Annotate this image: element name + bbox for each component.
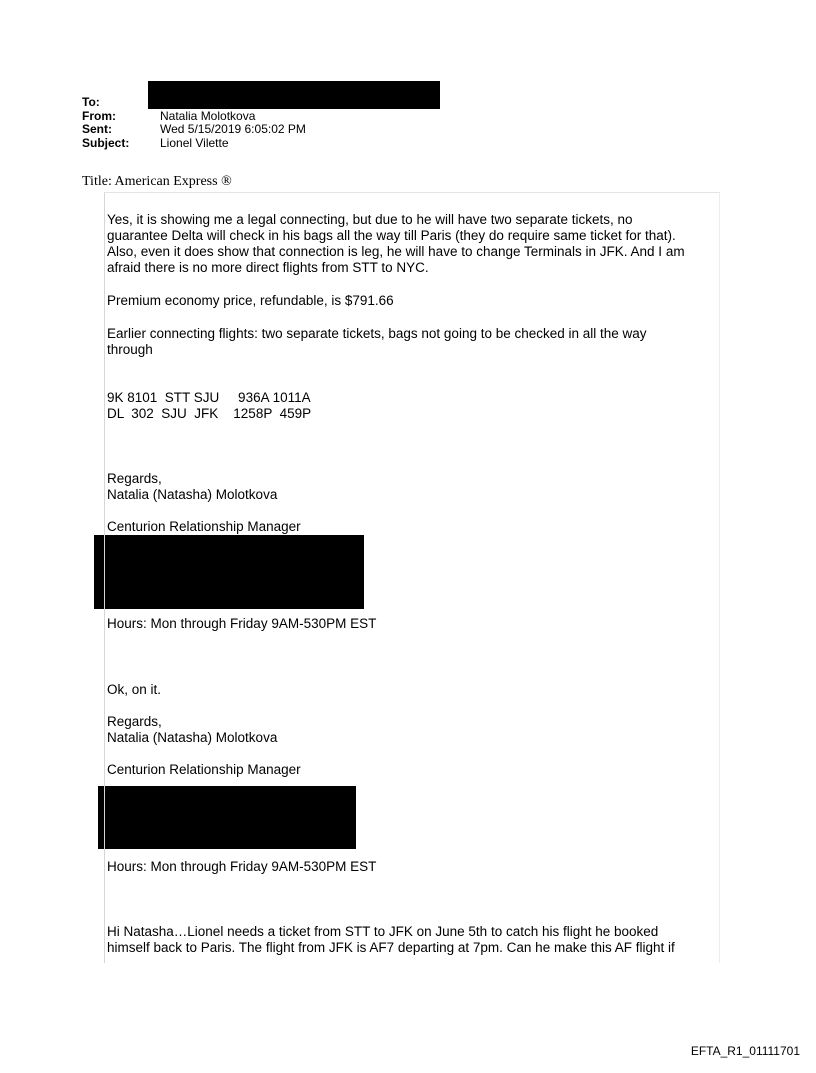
request-line1: Hi Natasha…Lionel needs a ticket from STT to JFK on June 5th to catch his flight he booked: [107, 924, 659, 939]
to-label: To:: [82, 95, 100, 109]
signature-role-2: Centurion Relationship Manager: [107, 762, 301, 777]
document-id: EFTA_R1_01111701: [690, 1044, 800, 1058]
hours-1: Hours: Mon through Friday 9AM-530PM EST: [107, 616, 377, 631]
subject-value: Lionel Vilette: [160, 135, 229, 150]
para3-line2: through: [107, 342, 153, 357]
signature-name-2: Natalia (Natasha) Molotkova: [107, 730, 278, 745]
para3-line1: Earlier connecting flights: two separate tickets, bags not going to be checked in all the way: [107, 326, 647, 341]
signature-role-1: Centurion Relationship Manager: [107, 519, 301, 534]
reply-ok: Ok, on it.: [107, 682, 162, 697]
para1-line4: afraid there is no more direct flights from STT to NYC.: [107, 260, 429, 275]
email-header: [82, 96, 306, 150]
from-label: From:: [82, 108, 116, 123]
subject-row: [82, 137, 306, 151]
regards-2: Regards,: [107, 714, 162, 729]
sent-label: Sent:: [82, 122, 112, 136]
from-row: [82, 110, 306, 124]
title-line: Title: American Express ®: [82, 174, 232, 189]
hours-2: Hours: Mon through Friday 9AM-530PM EST: [107, 859, 377, 874]
para1-line2: guarantee Delta will check in his bags all the way till Paris (they do require same ticket for that).: [107, 228, 676, 243]
sent-row: [82, 123, 306, 137]
subject-label: Subject:: [82, 135, 130, 150]
request-line2: himself back to Paris. The flight from JFK is AF7 departing at 7pm. Can he make this AF flight if: [107, 940, 675, 955]
signature-name-1: Natalia (Natasha) Molotkova: [107, 487, 278, 502]
to-row: [82, 96, 306, 110]
regards-1: Regards,: [107, 471, 162, 486]
flight-row-1: 9K 8101 STT SJU 936A 1011A: [107, 390, 311, 405]
price-line: Premium economy price, refundable, is $791.66: [107, 293, 394, 308]
para1-line3: Also, even it does show that connection is leg, he will have to change Terminals in JFK. And I am: [107, 244, 685, 259]
para1-line1: Yes, it is showing me a legal connecting, but due to he will have two separate tickets, no: [107, 212, 633, 227]
flight-row-2: DL 302 SJU JFK 1258P 459P: [107, 406, 312, 421]
from-value: Natalia Molotkova: [160, 108, 256, 123]
sent-value: Wed 5/15/2019 6:05:02 PM: [160, 122, 306, 136]
